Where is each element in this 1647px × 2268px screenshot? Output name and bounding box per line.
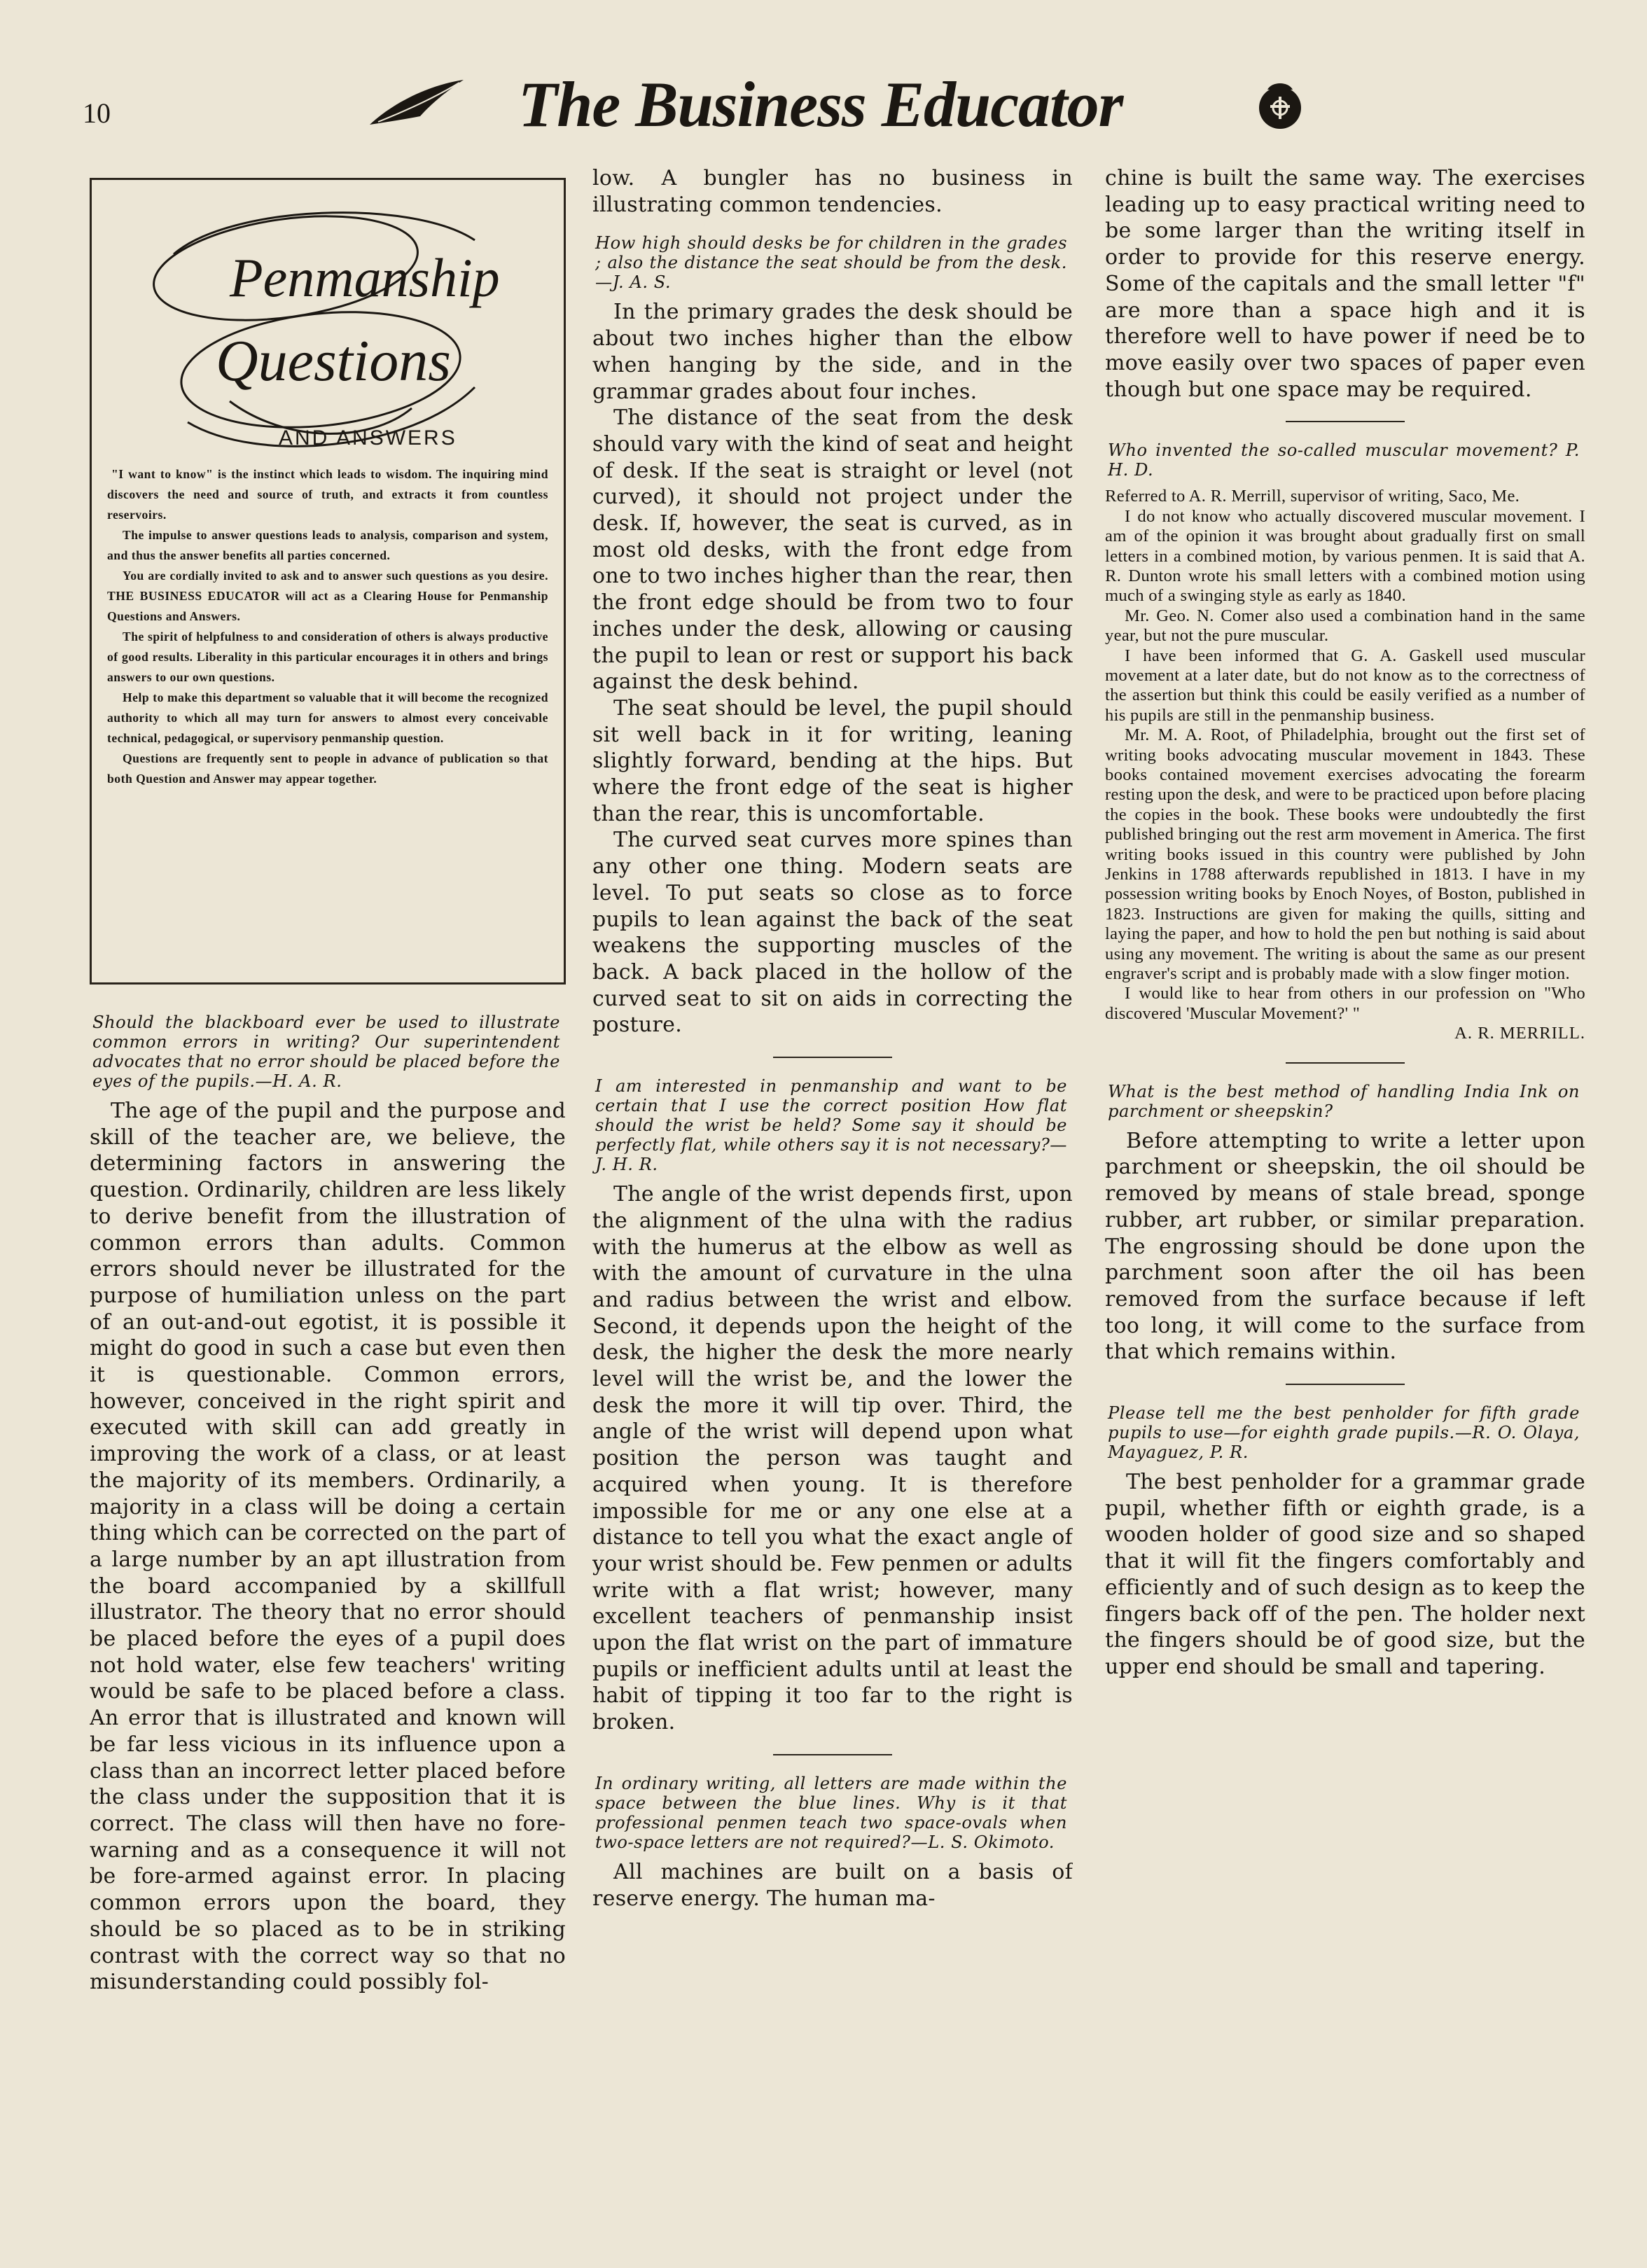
answer: Mr. M. A. Root, of Philadelphia, brought out the first set of writing books advocating muscular movement in 1843. These books contained movement exercises advocating the forearm resting upon the desk, and were to be practiced upon before placing the copies in the book. These books were undoubtedly the first published bringing out the rest arm movement in America. The first writing books issued in this country were published by John Jenkins in 1788 afterwards republished in 1813. I have in my possession writing books by Enoch Noyes, of Boston, published in 1823. Instructions are given for making the quills, sitting and laying the paper, and how to hold the pen but nothing is said about using any movement. The writing is about the same as our present engraver's script and is probably made with a slow finger motion. <box>1105 725 1585 984</box>
emblem-icon <box>1251 76 1309 134</box>
signature: A. R. MERRILL. <box>1454 1024 1585 1043</box>
masthead-title: The Business Educator <box>518 69 1123 140</box>
intro-paragraph: You are cordially invited to ask and to answer such questions as you desire. THE BUSINESS EDUCATOR will act as a Clearing House for Penmanship Questions and Answers. <box>107 569 548 623</box>
answer: The best penholder for a grammar grade pupil, whether fifth or eighth grade, is a wooden holder of good size and so shaped that it will fit the fingers comfortably and efficiently and of such design as to keep the fingers back off of the pen. The holder next the fingers should be of good size, but the upper end should be small and tapering. <box>1105 1470 1585 1679</box>
answer: Referred to A. R. Merrill, supervisor of writing, Saco, Me. <box>1105 487 1520 506</box>
divider <box>1286 421 1405 422</box>
question: How high should desks be for children in the grades ; also the distance the seat should be from the desk.—J. A. S. <box>595 233 1067 293</box>
ornament-line-2: Questions <box>216 328 451 394</box>
question: I am interested in penmanship and want to be certain that I use the correct position How flat should the wrist be held? Some say it should be perfectly flat, while others say it is not necessary?—J. H. R. <box>595 1076 1067 1175</box>
signature-line <box>1105 1024 1585 1043</box>
question: Should the blackboard ever be used to illustrate common errors in writing? Our superintendent advocates that no error should be placed before the eyes of the pupils.—H. A. R. <box>92 1013 560 1091</box>
answer-continued: low. A bungler has no business in illustrating common tendencies. <box>592 166 1073 217</box>
answer-continued: chine is built the same way. The exercises leading up to easy practical writing need to be some larger than the writing itself in order to provide for this reserve energy. Some of the capitals and the small letter "f" are more than a space high and it is therefore well to have power if need be to move easily over two spaces of paper even though but one space may be required. <box>1105 166 1585 402</box>
column-1 <box>90 178 566 2240</box>
divider <box>773 1754 892 1755</box>
answer: The angle of the wrist depends first, upon the alignment of the ulna with the radius with the humerus at the elbow as well as with the amount of curvature in the ulna and radius between the wrist and elbow. Second, it depends upon the height of the desk, the higher the desk the more nearly level will the wrist be, and the lower the desk the more it will tip over. Third, the angle of the wrist will depend upon what position the person was taught and acquired when young. It is therefore impossible for me or any one else at a distance to tell you what the exact angle of your wrist should be. Few penmen or adults write with a flat wrist; however, many excellent teachers of penmanship insist upon the flat wrist on the part of immature pupils or inefficient adults until at least the habit of tipping it too far to the right is broken. <box>592 1182 1073 1735</box>
answer: I have been informed that G. A. Gaskell used muscular movement at a later date, but do not know as to the correctness of the assertion but think this could be easily verified as a number of his pupils are still in the penmanship business. <box>1105 646 1585 725</box>
question: What is the best method of handling India Ink on parchment or sheepskin? <box>1108 1081 1580 1121</box>
divider <box>1286 1384 1405 1385</box>
answer: The distance of the seat from the desk should vary with the kind of seat and height of desk. If the seat is straight or level (not curved), it should not project under the desk. If, however, the seat is curved, as in most old desks, with the front edge from one to two inches higher than the rear, then the front edge should be from two to four inches under the desk, allowing or causing the pupil to lean or rest or support his back against the desk behind. <box>592 405 1073 695</box>
ornament-line-1: Penmanship <box>230 247 500 308</box>
intro-paragraph: The impulse to answer questions leads to analysis, comparison and system, and thus the answer benefits all parties concerned. <box>107 528 548 562</box>
intro-paragraph: Help to make this department so valuable that it will become the recognized authority to which all may turn for answers to almost every conceivable technical, pedagogical, or supervisory penmanship question. <box>107 690 548 745</box>
answer: I would like to hear from others in our profession on "Who discovered 'Muscular Movement?' " <box>1105 984 1585 1023</box>
column-3 <box>1105 165 1585 2240</box>
quill-icon <box>364 76 469 132</box>
answer: I do not know who actually discovered muscular movement. I am of the opinion it was brought about gradually first on small letters in a combined motion, by various penmen. It is said that A. R. Dunton wrote his small letters with a combined motion using much of a swinging style as early as 1840. <box>1105 506 1585 606</box>
question: Please tell me the best penholder for fifth grade pupils to use—for eighth grade pupils.—R. O. Olaya, Mayaguez, P. R. <box>1108 1403 1580 1463</box>
penmanship-questions-ornament <box>146 191 510 457</box>
answer: Before attempting to write a letter upon parchment or sheepskin, the oil should be removed by means of stale bread, sponge rubber, art rubber, or similar preparation. The engrossing should be done upon the parchment soon after the oil has been removed from the surface because if left too long, it will come to the surface from that which remains within. <box>1105 1128 1585 1365</box>
page-number: 10 <box>83 97 111 129</box>
answer: All machines are built on a basis of reserve energy. The human ma- <box>592 1859 1073 1911</box>
column-2 <box>592 165 1073 2240</box>
ornament-line-3: AND ANSWERS <box>279 426 457 450</box>
answer: Mr. Geo. N. Comer also used a combination hand in the same year, but not the pure muscular. <box>1105 606 1585 646</box>
intro-text <box>107 464 548 789</box>
answer: The age of the pupil and the purpose and skill of the teacher are, we believe, the determining factors in answering the question. Ordinarily, children are less likely to derive benefit from the illustration of common errors than adults. Common errors should never be illustrated for the purpose of humiliation unless on the part of an out-and-out egotist, it is possible it might do good in such a case but even then it is questionable. Common errors, however, conceived in the right spirit and executed with skill can add greatly in improving the work of a class, or at least the majority of its members. Ordinarily, a majority in a class will be doing a certain thing which can be corrected on the part of a large number by an apt illustration from the board accompanied by a skillfull illustrator. The theory that no error should be placed before the eyes of a pupil does not hold water, else few teachers' writing would be safe to be placed before a class. An error that is illustrated and known will be far less vicious in its influence upon a class than an incorrect letter placed before the class under the supposition that it is correct. The class will then have no fore-warning and as a consequence it will not be fore-armed against error. In placing common errors upon the board, they should be so placed as to be in striking contrast with the correct way so that no misunderstanding could possibly fol- <box>90 1099 566 1995</box>
intro-paragraph: The spirit of helpfulness to and consideration of others is always productive of good results. Liberality in this particular encourages it in others and brings answers to our own questions. <box>107 629 548 684</box>
question: In ordinary writing, all letters are made within the space between the blue lines. Why is it that professional penmen teach two space-ovals when two-space letters are not required?—L. S. Okimoto. <box>595 1773 1067 1852</box>
intro-paragraph: Questions are frequently sent to people in advance of publication so that both Question and Answer may appear together. <box>107 751 548 786</box>
question: Who invented the so-called muscular movement? P. H. D. <box>1108 440 1580 480</box>
intro-paragraph: "I want to know" is the instinct which leads to wisdom. The inquiring mind discovers the need and source of truth, and extracts it from countless reservoirs. <box>107 467 548 522</box>
divider <box>773 1057 892 1058</box>
answer: The curved seat curves more spines than any other one thing. Modern seats are level. To put seats so close as to force pupils to lean against the back of the seat weakens the supporting muscles of the back. A back placed in the hollow of the curved seat to sit on aids in correcting the posture. <box>592 828 1073 1038</box>
answer: In the primary grades the desk should be about two inches higher than the elbow when hanging by the side, and in the grammar grades about four inches. <box>592 300 1073 404</box>
divider <box>1286 1062 1405 1064</box>
answer: The seat should be level, the pupil should sit well back in it for writing, leaning slightly forward, bending at the hips. But where the front edge of the seat is higher than the rear, this is uncomfortable. <box>592 695 1073 826</box>
intro-box <box>90 178 566 985</box>
